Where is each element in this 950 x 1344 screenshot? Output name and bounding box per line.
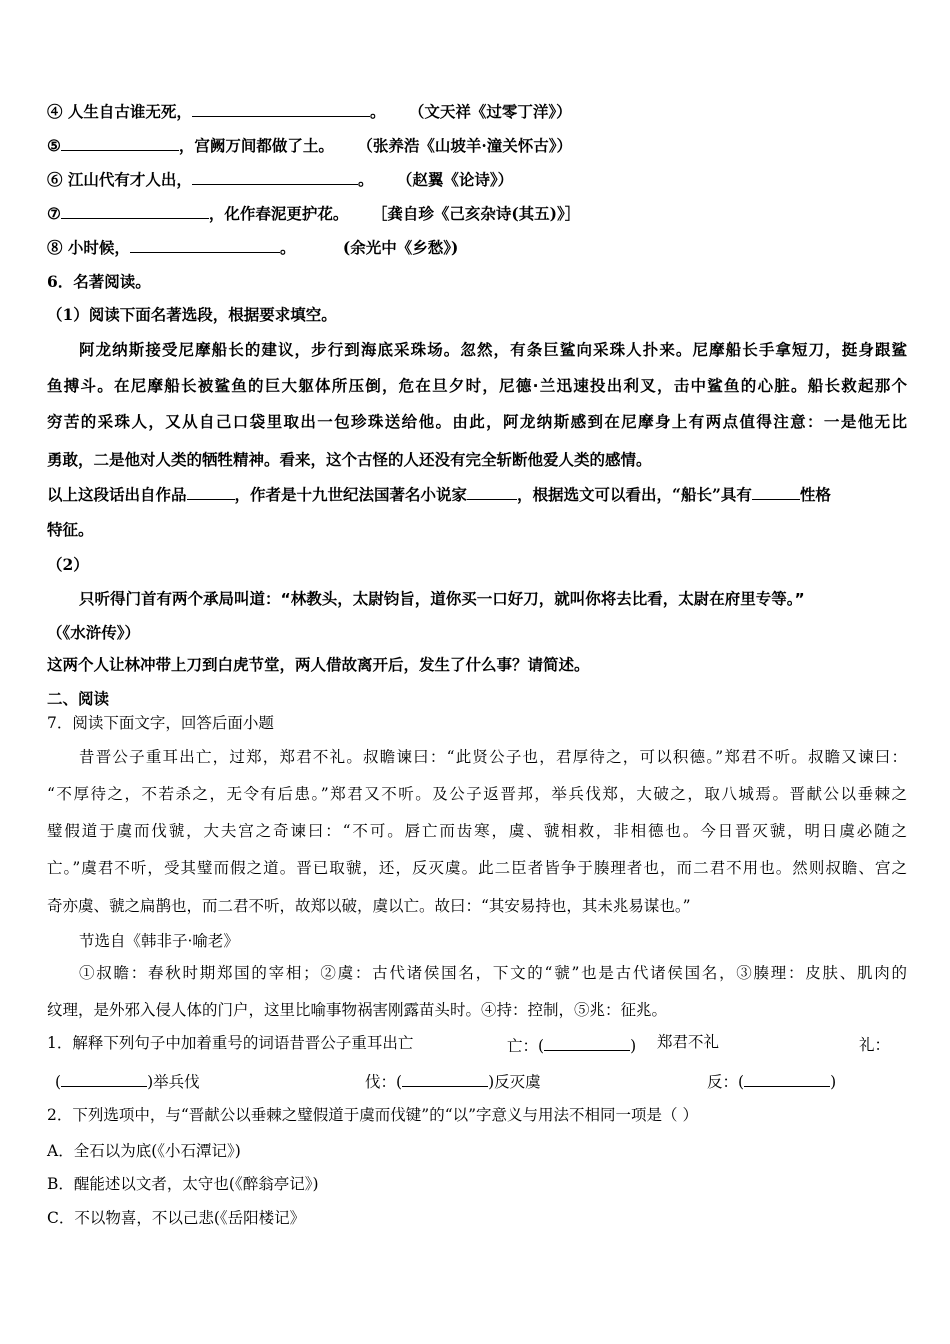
subq1-word4: 反：( )	[707, 1070, 836, 1093]
q6-excerpt-line: 鱼搏斗。在尼摩船长被鲨鱼的巨大躯体所压倒，危在旦夕时，尼德·兰迅速投出利叉，击中鲨鱼的心脏。船长救起那个	[47, 377, 907, 395]
line-text: 人生自古谁无死，	[67, 102, 192, 121]
fill-line-7	[47, 202, 580, 225]
q6-excerpt-line: 勇敢，二是他对人类的牺牲精神。看来，这个古怪的人还没有完全斩断他爱人类的感情。	[47, 451, 652, 469]
passage-line: 昔晋公子重耳出亡，过郑，郑君不礼。叔瞻谏曰：“此贤公子也，君厚待之，可以积德。”郑君不听。叔瞻又谏曰：	[79, 748, 907, 766]
source-citation: （文天祥《过零丁洋》）	[408, 102, 572, 121]
fill-line-8	[47, 236, 458, 259]
source-citation: （赵翼《论诗》）	[396, 170, 514, 189]
line-text: 。	[357, 170, 374, 189]
passage-line: 璧假道于虞而伐虢，大夫宫之奇谏曰：“不可。唇亡而齿寒，虞、虢相救，非相德也。今日晋灭虢，明日虞必随之	[47, 822, 907, 840]
subq1-sentence2: 郑君不礼	[657, 1033, 720, 1051]
answer-blank[interactable]	[544, 1034, 630, 1051]
notes-line: ①叔瞻：春秋时期郑国的宰相；②虞：古代诸侯国名，下文的“虢”也是古代诸侯国名，③腠理：皮肤、肌肉的	[79, 964, 907, 982]
answer-blank[interactable]	[61, 1070, 147, 1087]
item-number: ⑥	[47, 170, 63, 189]
answer-blank[interactable]	[467, 483, 517, 500]
fill-line-6	[47, 168, 513, 191]
subq1-word2: 礼：	[859, 1036, 891, 1054]
subq1-row2: ( )举兵伐	[55, 1070, 200, 1093]
answer-blank[interactable]	[130, 236, 280, 253]
subq1-word1: 亡：( )	[507, 1034, 636, 1057]
item-number: ④	[47, 102, 63, 121]
line-text: 江山代有才人出，	[67, 170, 192, 189]
source-citation: ［龚自珍《己亥杂诗(其五)》］	[371, 204, 581, 223]
source-citation: (余光中《乡愁》)	[342, 238, 459, 257]
option-c[interactable]: C．不以物喜，不以己悲(《岳阳楼记》	[47, 1209, 306, 1227]
item-number: ⑦	[47, 204, 61, 223]
line-text: ，宫阙万间都做了土。	[178, 136, 334, 155]
line-text: ，化作春泥更护花。	[208, 204, 349, 223]
q6-part2-source: （《水浒传》）	[47, 623, 141, 642]
q6-part1-question-cont: 特征。	[47, 520, 94, 539]
option-b[interactable]: B．醒能述以文者，太守也(《醉翁亭记》)	[47, 1175, 319, 1193]
line-text: 小时候，	[67, 238, 130, 257]
passage-source: 节选自《韩非子·喻老》	[79, 932, 239, 950]
answer-blank[interactable]	[192, 168, 358, 185]
section-heading: 二、阅读	[47, 689, 110, 708]
subq1-word3: 伐：( )反灭虞	[365, 1070, 541, 1093]
answer-blank[interactable]	[402, 1070, 488, 1087]
passage-line: 亡。”虞君不听，受其璧而假之道。晋已取虢，还，反灭虞。此二臣者皆争于腠理者也，而二君不用也。然则叔瞻、宫之	[47, 859, 907, 877]
answer-blank[interactable]	[752, 483, 800, 500]
answer-blank[interactable]	[61, 202, 209, 219]
answer-blank[interactable]	[192, 100, 370, 117]
q6-title: 6．名著阅读。	[47, 272, 151, 291]
q6-excerpt-line: 阿龙纳斯接受尼摩船长的建议，步行到海底采珠场。忽然，有条巨鲨向采珠人扑来。尼摩船长手拿短刀，挺身跟鲨	[79, 341, 907, 359]
answer-blank[interactable]	[61, 134, 179, 151]
line-text: 。	[279, 238, 296, 257]
item-number: ⑧	[47, 238, 63, 257]
q6-excerpt-line: 穷苦的采珠人，又从自己口袋里取出一包珍珠送给他。由此，阿龙纳斯感到在尼摩身上有两点值得注意：一是他无比	[47, 413, 907, 431]
source-citation: （张养浩《山坡羊·潼关怀古》）	[357, 136, 572, 155]
q6-part1-label: （1）阅读下面名著选段，根据要求填空。	[47, 305, 337, 324]
notes-line: 纹理，是外邪入侵人体的门户，这里比喻事物祸害刚露苗头时。④持：控制，⑤兆：征兆。	[47, 1001, 668, 1019]
fill-line-5	[47, 134, 572, 157]
subq2-stem: 2．下列选项中，与“晋献公以垂棘之璧假道于虞而伐键”的“以”字意义与用法不相同一项是（ ）	[47, 1106, 698, 1124]
q6-part2-question: 这两个人让林冲带上刀到白虎节堂，两人借故离开后，发生了什么事？请简述。	[47, 655, 590, 674]
item-number: ⑤	[47, 136, 61, 155]
subq1-intro: 1．解释下列句子中加着重号的词语昔晋公子重耳出亡	[47, 1034, 414, 1052]
passage-line: “不厚待之，不若杀之，无令有后患。”郑君又不听。及公子返晋邦，举兵伐郑，大破之，取八城焉。晋献公以垂棘之	[47, 785, 907, 803]
line-text: 。	[369, 102, 386, 121]
q6-part2-quote: 只听得门首有两个承局叫道：“林教头，太尉钧旨，道你买一口好刀，就叫你将去比看，太尉在府里专等。”	[79, 590, 805, 608]
answer-blank[interactable]	[744, 1070, 830, 1087]
answer-blank[interactable]	[187, 483, 235, 500]
q6-part1-question: 以上这段话出自作品 ，作者是十九世纪法国著名小说家 ，根据选文可以看出，“船长”具有 性格	[47, 485, 831, 504]
q7-title: 7．阅读下面文字，回答后面小题	[47, 714, 274, 732]
fill-line-4	[47, 100, 572, 123]
passage-line: 奇亦虞、虢之扁鹊也，而二君不听，故郑以破，虞以亡。故曰：“其安易持也，其未兆易谋也。”	[47, 897, 691, 915]
option-a[interactable]: A．全石以为底(《小石潭记》)	[47, 1142, 241, 1160]
q6-part2-label: （2）	[47, 555, 89, 574]
